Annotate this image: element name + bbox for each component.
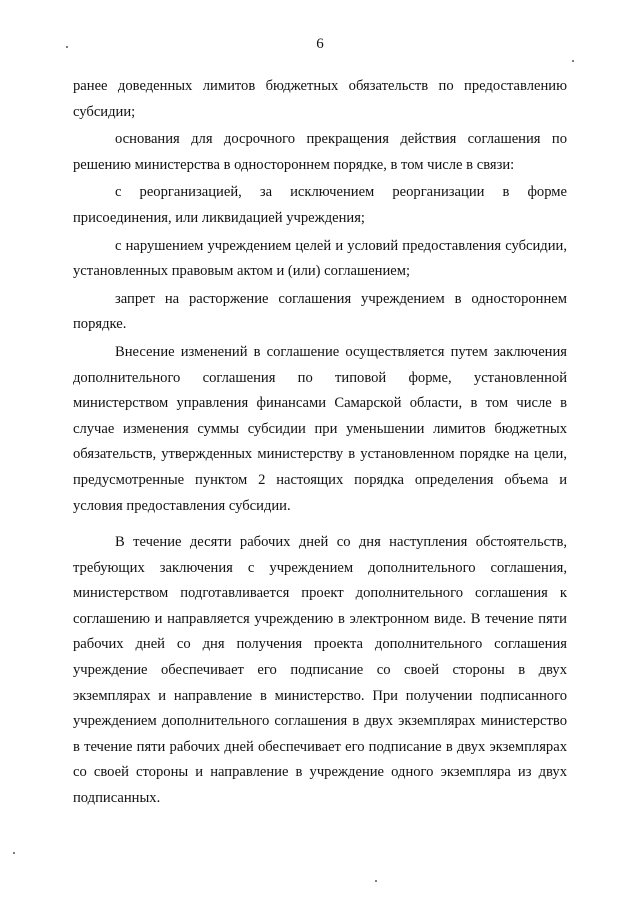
paragraph-amendments: Внесение изменений в соглашение осуществляется путем заключения дополнительного соглашения по типовой форме, установленной министерством управления финансами Самарской области, в том числе в случае изменения суммы субсидии при уменьшении лимитов бюджетных обязательств, утвержденных министерству в установленном порядке на цели, предусмотренные пунктом 2 настоящих порядка определения объема и условия предоставления субсидии. (73, 343, 567, 514)
paragraph-termination-ban: запрет на расторжение соглашения учреждением в одностороннем порядке. (73, 290, 567, 333)
scan-speck (13, 852, 15, 854)
scan-speck (66, 46, 68, 48)
document-body (73, 74, 567, 812)
scan-speck (375, 880, 377, 882)
paragraph-procedure: В течение десяти рабочих дней со дня наступления обстоятельств, требующих заключения с учреждением дополнительного соглашения, министерством подготавливается проект дополнительного соглашения к соглашению и направляется учреждению в электронном виде. В течение пяти рабочих дней со дня получения проекта дополнительного соглашения учреждение обеспечивает его подписание со своей стороны в двух экземплярах и направление в министерство. При получении подписанного учреждением дополнительного соглашения в двух экземплярах министерство в течение пяти рабочих дней обеспечивает его подписание в двух экземплярах со своей стороны и направление в учреждение одного экземпляра из двух подписанных. (73, 534, 567, 807)
paragraph-violation: с нарушением учреждением целей и условий предоставления субсидии, установленных правовым актом и (или) соглашением; (73, 237, 567, 280)
paragraph-termination-grounds: основания для досрочного прекращения действия соглашения по решению министерства в одностороннем порядке, в том числе в связи: (73, 131, 567, 173)
paragraph-reorganization: с реорганизацией, за исключением реорганизации в форме присоединения, или ликвидацией учреждения; (73, 184, 567, 226)
paragraph-continuation: ранее доведенных лимитов бюджетных обязательств по предоставлению субсидии; (73, 78, 567, 120)
page-number: 6 (316, 36, 324, 52)
scan-speck (572, 60, 574, 62)
